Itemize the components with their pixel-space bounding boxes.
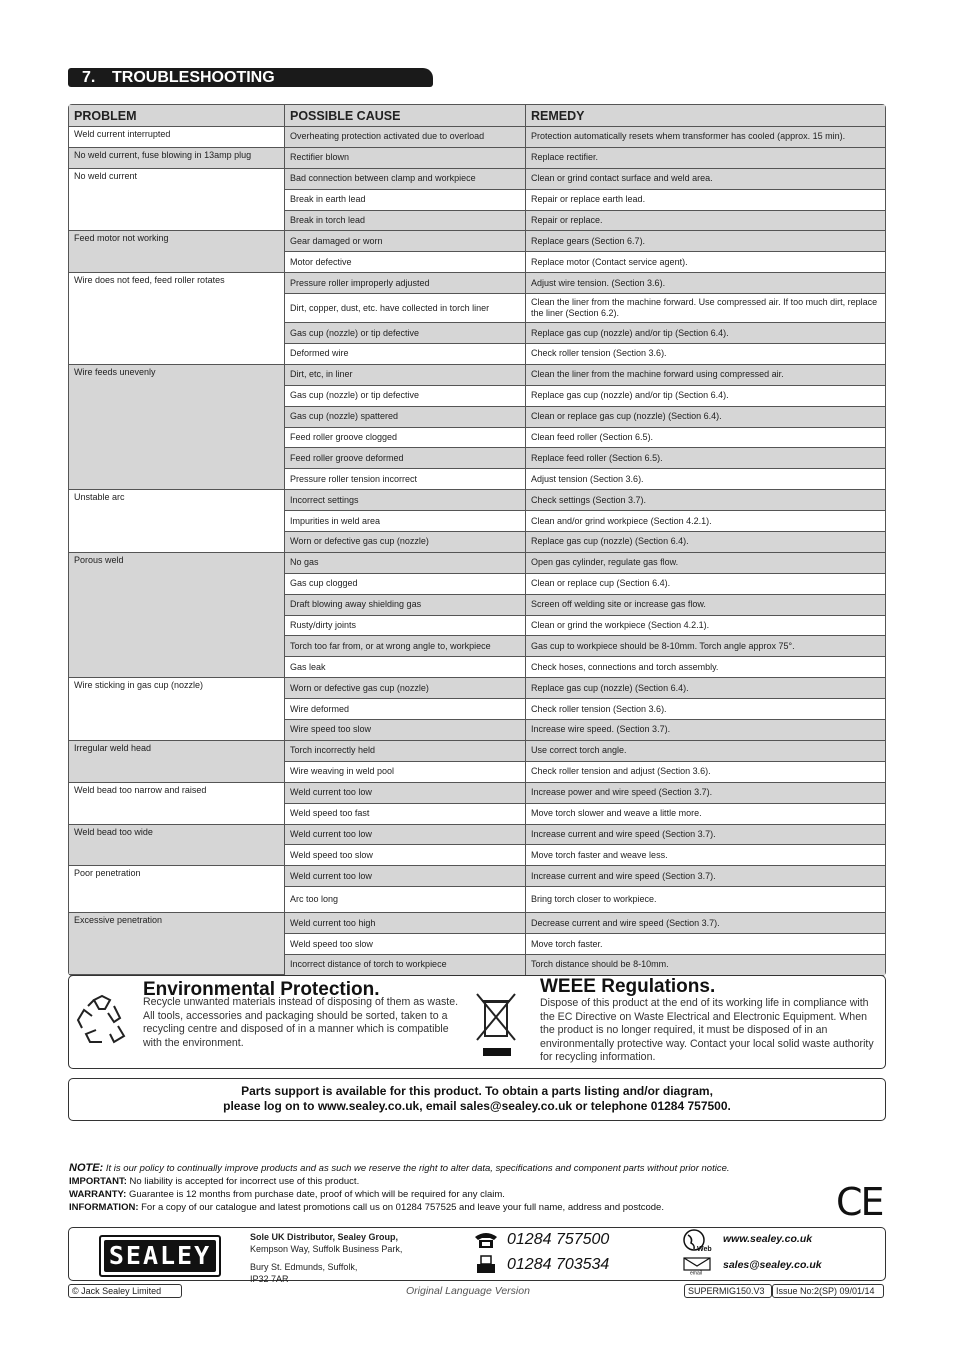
- notes-block: [69, 1162, 879, 1214]
- cause-cell: Gas cup clogged: [285, 574, 526, 595]
- cause-cell: Weld speed too slow: [285, 934, 526, 955]
- table-row: [69, 127, 885, 148]
- note-text: It is our policy to continually improve products and as such we reserve the right to alter data, specifications and component parts without prior notice.: [105, 1163, 730, 1174]
- problem-cell: No weld current: [69, 169, 285, 232]
- email-icon-label: email: [690, 1270, 702, 1275]
- remedy-cell: Replace motor (Contact service agent).: [526, 252, 885, 273]
- cause-cell: Break in earth lead: [285, 190, 526, 211]
- cause-cell: Weld current too low: [285, 825, 526, 846]
- important-line: [69, 1175, 879, 1188]
- globe-icon: [683, 1229, 713, 1253]
- cause-cell: Break in torch lead: [285, 211, 526, 232]
- remedy-cell: Increase current and wire speed (Section 3.7).: [526, 866, 885, 887]
- cause-cell: Torch incorrectly held: [285, 741, 526, 762]
- crossed-bin-icon: [473, 990, 521, 1060]
- warranty-text: Guarantee is 12 months from purchase date, proof of which will be required for any claim.: [128, 1189, 505, 1200]
- envelope-icon: [683, 1257, 711, 1275]
- cause-cell: Pressure roller improperly adjusted: [285, 273, 526, 294]
- remedy-cell: Clean feed roller (Section 6.5).: [526, 428, 885, 449]
- cause-cell: Wire speed too slow: [285, 720, 526, 741]
- problem-cell: No weld current, fuse blowing in 13amp plug: [69, 148, 285, 169]
- remedy-cell: Clean the liner from the machine forward using compressed air.: [526, 365, 885, 386]
- cause-cell: Weld speed too fast: [285, 804, 526, 825]
- cause-cell: Wire deformed: [285, 699, 526, 720]
- remedy-cell: Clean or grind the workpiece (Section 4.2.1).: [526, 616, 885, 637]
- remedy-cell: Adjust tension (Section 3.6).: [526, 469, 885, 490]
- problem-cell: Wire feeds unevenly: [69, 365, 285, 490]
- address-line-1: Kempson Way, Suffolk Business Park,: [250, 1244, 403, 1254]
- cause-cell: Gear damaged or worn: [285, 231, 526, 252]
- remedy-cell: Screen off welding site or increase gas flow.: [526, 595, 885, 616]
- remedy-cell: Open gas cylinder, regulate gas flow.: [526, 553, 885, 574]
- table-row: [69, 273, 885, 294]
- cause-cell: No gas: [285, 553, 526, 574]
- cause-cell: Feed roller groove clogged: [285, 428, 526, 449]
- website-link[interactable]: www.sealey.co.uk: [723, 1233, 813, 1245]
- address-line-3: IP32 7AR: [250, 1274, 289, 1284]
- remedy-cell: Bring torch closer to workpiece.: [526, 887, 885, 913]
- fax-number: 01284 703534: [507, 1256, 610, 1273]
- fax-icon: [475, 1255, 497, 1275]
- important-label: IMPORTANT:: [69, 1176, 127, 1187]
- cause-cell: Wire weaving in weld pool: [285, 762, 526, 783]
- remedy-cell: Replace rectifier.: [526, 148, 885, 169]
- problem-cell: Weld bead too narrow and raised: [69, 783, 285, 825]
- cause-cell: Weld current too low: [285, 866, 526, 887]
- table-row: [69, 866, 885, 887]
- remedy-cell: Repair or replace.: [526, 211, 885, 232]
- note-label: NOTE:: [69, 1162, 104, 1174]
- section-header: [68, 68, 433, 87]
- remedy-cell: Replace gas cup (nozzle) and/or tip (Section 6.4).: [526, 386, 885, 407]
- problem-cell: Feed motor not working: [69, 231, 285, 273]
- problem-cell: Porous weld: [69, 553, 285, 678]
- problem-cell: Wire does not feed, feed roller rotates: [69, 273, 285, 365]
- problem-cell: Wire sticking in gas cup (nozzle): [69, 678, 285, 741]
- email-link[interactable]: sales@sealey.co.uk: [723, 1259, 822, 1271]
- copyright-label: © Jack Sealey Limited: [68, 1284, 182, 1298]
- section-title: TROUBLESHOOTING: [112, 69, 275, 86]
- table-row: [69, 148, 885, 169]
- cause-cell: Bad connection between clamp and workpiece: [285, 169, 526, 190]
- sealey-logo: [99, 1235, 221, 1277]
- cause-cell: Dirt, etc, in liner: [285, 365, 526, 386]
- remedy-cell: Adjust wire tension. (Section 3.6).: [526, 273, 885, 294]
- cause-cell: Feed roller groove deformed: [285, 448, 526, 469]
- logo-text: SEALEY: [104, 1240, 216, 1272]
- problem-cell: Weld bead too wide: [69, 825, 285, 867]
- problem-cell: Poor penetration: [69, 866, 285, 913]
- environment-text: Recycle unwanted materials instead of disposing of them as waste. All tools, accessories and packaging should be sorted, taken to a recycling centre and disposed of in a manner which is compatible with the environment.: [143, 996, 459, 1049]
- remedy-cell: Decrease current and wire speed (Section 3.7).: [526, 913, 885, 934]
- parts-line-1: Parts support is available for this product. To obtain a parts listing and/or diagram,: [241, 1084, 713, 1098]
- table-row: [69, 169, 885, 190]
- remedy-cell: Replace gas cup (nozzle) and/or tip (Section 6.4).: [526, 323, 885, 344]
- version-label: Original Language Version: [406, 1285, 530, 1297]
- environment-weee-box: [68, 975, 886, 1069]
- information-line: [69, 1201, 879, 1214]
- cause-cell: Weld current too low: [285, 783, 526, 804]
- warranty-label: WARRANTY:: [69, 1189, 127, 1200]
- header-problem: PROBLEM: [69, 105, 285, 127]
- remedy-cell: Check roller tension (Section 3.6).: [526, 699, 885, 720]
- remedy-cell: Check hoses, connections and torch assembly.: [526, 657, 885, 678]
- cause-cell: Overheating protection activated due to overload: [285, 127, 526, 148]
- cause-cell: Weld speed too slow: [285, 845, 526, 866]
- remedy-cell: Replace gas cup (nozzle) (Section 6.4).: [526, 532, 885, 553]
- parts-support-box: [68, 1078, 886, 1121]
- cause-cell: Gas leak: [285, 657, 526, 678]
- remedy-cell: Clean and/or grind workpiece (Section 4.2.1).: [526, 511, 885, 532]
- header-possible-cause: POSSIBLE CAUSE: [285, 105, 526, 127]
- remedy-cell: Protection automatically resets whem transformer has cooled (approx. 15 min).: [526, 127, 885, 148]
- remedy-cell: Increase wire speed. (Section 3.7).: [526, 720, 885, 741]
- problem-cell: Excessive penetration: [69, 913, 285, 975]
- information-label: INFORMATION:: [69, 1202, 139, 1213]
- section-number: 7.: [82, 69, 96, 86]
- cause-cell: Impurities in weld area: [285, 511, 526, 532]
- cause-cell: Gas cup (nozzle) or tip defective: [285, 386, 526, 407]
- cause-cell: Gas cup (nozzle) spattered: [285, 407, 526, 428]
- table-row: [69, 365, 885, 386]
- troubleshooting-table: [68, 104, 886, 976]
- table-header-row: [69, 105, 885, 127]
- recycle-icon: [74, 992, 130, 1048]
- remedy-cell: Move torch slower and weave a little more.: [526, 804, 885, 825]
- remedy-cell: Clean or replace cup (Section 6.4).: [526, 574, 885, 595]
- cause-cell: Worn or defective gas cup (nozzle): [285, 678, 526, 699]
- cause-cell: Motor defective: [285, 252, 526, 273]
- remedy-cell: Repair or replace earth lead.: [526, 190, 885, 211]
- cause-cell: Weld current too high: [285, 913, 526, 934]
- table-row: [69, 490, 885, 511]
- weee-text: Dispose of this product at the end of its working life in compliance with the EC Directive on Waste Electrical and Electronic Equipment. When the product is no longer required, it must be disposed of in an environmentally protective way. Contact your local solid waste authority for recycling information.: [540, 997, 874, 1063]
- remedy-cell: Gas cup to workpiece should be 8-10mm. Torch angle approx 75°.: [526, 636, 885, 657]
- table-row: [69, 825, 885, 846]
- distributor-address: [250, 1230, 402, 1285]
- remedy-cell: Clean or grind contact surface and weld area.: [526, 169, 885, 190]
- remedy-cell: Check settings (Section 3.7).: [526, 490, 885, 511]
- remedy-cell: Increase current and wire speed (Section 3.7).: [526, 825, 885, 846]
- warranty-line: [69, 1188, 879, 1201]
- environment-title: Environmental Protection.: [143, 979, 380, 1000]
- remedy-cell: Replace gas cup (nozzle) (Section 6.4).: [526, 678, 885, 699]
- remedy-cell: Check roller tension and adjust (Section 3.6).: [526, 762, 885, 783]
- cause-cell: Worn or defective gas cup (nozzle): [285, 532, 526, 553]
- note-line: [69, 1162, 879, 1175]
- cause-cell: Rusty/dirty joints: [285, 616, 526, 637]
- cause-cell: Rectifier blown: [285, 148, 526, 169]
- issue-label: Issue No:2(SP) 09/01/14: [772, 1284, 884, 1298]
- problem-cell: Weld current interrupted: [69, 127, 285, 148]
- cause-cell: Deformed wire: [285, 344, 526, 365]
- remedy-cell: Torch distance should be 8-10mm.: [526, 955, 885, 975]
- cause-cell: Torch too far from, or at wrong angle to, workpiece: [285, 636, 526, 657]
- web-icon-label: Web: [697, 1246, 712, 1253]
- table-row: [69, 678, 885, 699]
- header-remedy: REMEDY: [526, 105, 885, 127]
- remedy-cell: Replace gears (Section 6.7).: [526, 231, 885, 252]
- model-label: SUPERMIG150.V3: [684, 1284, 772, 1298]
- parts-line-2: please log on to www.sealey.co.uk, email sales@sealey.co.uk or telephone 01284 757500.: [223, 1099, 731, 1113]
- cause-cell: Draft blowing away shielding gas: [285, 595, 526, 616]
- cause-cell: Pressure roller tension incorrect: [285, 469, 526, 490]
- cause-cell: Dirt, copper, dust, etc. have collected in torch liner: [285, 294, 526, 323]
- remedy-cell: Check roller tension (Section 3.6).: [526, 344, 885, 365]
- remedy-cell: Move torch faster.: [526, 934, 885, 955]
- cause-cell: Incorrect distance of torch to workpiece: [285, 955, 526, 975]
- table-row: [69, 783, 885, 804]
- table-row: [69, 741, 885, 762]
- remedy-cell: Move torch faster and weave less.: [526, 845, 885, 866]
- address-line-2: Bury St. Edmunds, Suffolk,: [250, 1262, 358, 1272]
- cause-cell: Gas cup (nozzle) or tip defective: [285, 323, 526, 344]
- remedy-cell: Clean or replace gas cup (nozzle) (Section 6.4).: [526, 407, 885, 428]
- remedy-cell: Replace feed roller (Section 6.5).: [526, 448, 885, 469]
- weee-title: WEEE Regulations.: [540, 976, 716, 997]
- cause-cell: Arc too long: [285, 887, 526, 913]
- phone-icon: [473, 1231, 499, 1249]
- ce-mark: CE: [836, 1180, 883, 1224]
- cause-cell: Incorrect settings: [285, 490, 526, 511]
- distributor-name: Sole UK Distributor, Sealey Group,: [250, 1232, 399, 1242]
- information-text: For a copy of our catalogue and latest promotions call us on 01284 757525 and leave your full name, address and postcode.: [141, 1202, 664, 1213]
- table-row: [69, 913, 885, 934]
- remedy-cell: Increase power and wire speed (Section 3.7).: [526, 783, 885, 804]
- remedy-cell: Clean the liner from the machine forward. Use compressed air. If too much dirt, replace the liner (Section 6.2).: [526, 294, 885, 323]
- footer-box: [68, 1227, 886, 1284]
- table-row: [69, 231, 885, 252]
- phone-number: 01284 757500: [507, 1231, 610, 1248]
- important-text: No liability is accepted for incorrect use of this product.: [129, 1176, 360, 1187]
- table-body: [69, 127, 885, 975]
- problem-cell: Irregular weld head: [69, 741, 285, 783]
- remedy-cell: Use correct torch angle.: [526, 741, 885, 762]
- table-row: [69, 553, 885, 574]
- problem-cell: Unstable arc: [69, 490, 285, 553]
